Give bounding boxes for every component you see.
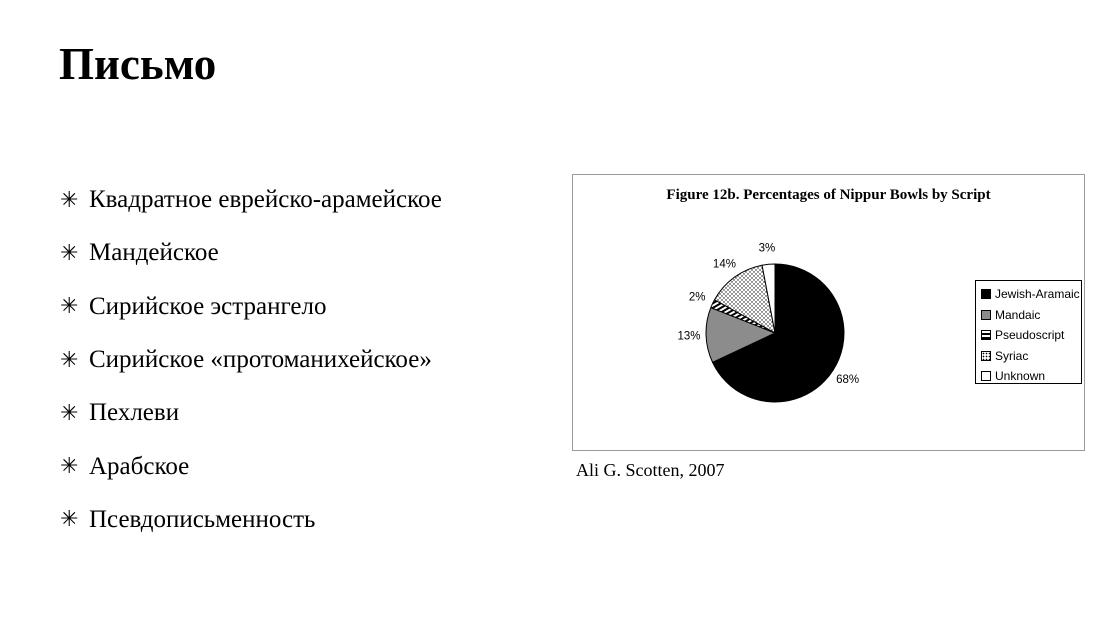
asterisk-bullet-icon: ✳ [60,453,79,479]
pie-slices [706,264,844,402]
legend-item-unknown [981,366,1081,387]
bullet-text: Квадратное еврейско-арамейское [89,186,442,214]
legend-label: Syriac [995,348,1029,363]
bullet-item [60,333,442,386]
pie-slice-label: 3% [758,242,776,255]
legend-item-pseudoscript [981,325,1081,346]
pie-slice-label: 13% [677,330,701,343]
legend-item-mandaic [981,305,1081,326]
bullet-item [60,280,442,333]
legend-item-syriac [981,346,1081,367]
chart-legend [975,280,1082,384]
asterisk-bullet-icon: ✳ [60,399,79,425]
pie-slice-label: 2% [688,291,706,304]
pie-slice-label: 14% [712,258,736,271]
legend-label: Mandaic [995,307,1041,322]
bullet-text: Мандейское [89,239,219,267]
bullet-item [60,386,442,439]
legend-swatch [981,330,991,340]
asterisk-bullet-icon: ✳ [60,346,79,372]
bullet-item [60,439,442,492]
bullet-item [60,173,442,226]
asterisk-bullet-icon: ✳ [60,239,79,265]
legend-item-jewish-aramaic [981,284,1081,305]
bullet-text: Пехлеви [89,399,180,427]
pie-slice-label: 68% [836,374,860,387]
bullet-item [60,226,442,279]
legend-swatch [981,289,991,299]
asterisk-bullet-icon: ✳ [60,506,79,532]
legend-swatch [981,310,991,320]
legend-swatch [981,351,991,361]
bullet-list [60,173,442,546]
bullet-item [60,493,442,546]
chart-citation: Ali G. Scotten, 2007 [576,460,725,480]
chart-title: Figure 12b. Percentages of Nippur Bowls by Script [666,187,991,203]
legend-label: Unknown [995,369,1046,384]
legend-swatch [981,371,991,381]
bullet-text: Псевдописьменность [89,505,316,533]
chart-figure [572,174,1085,451]
bullet-text: Арабское [89,452,190,480]
asterisk-bullet-icon: ✳ [60,293,79,319]
bullet-text: Сирийское эстрангело [89,292,327,320]
bullet-text: Сирийское «протоманихейское» [89,346,432,374]
asterisk-bullet-icon: ✳ [60,186,79,212]
legend-label: Jewish-Aramaic [995,287,1080,302]
slide-title: Письмо [59,39,217,89]
legend-label: Pseudoscript [995,328,1065,343]
